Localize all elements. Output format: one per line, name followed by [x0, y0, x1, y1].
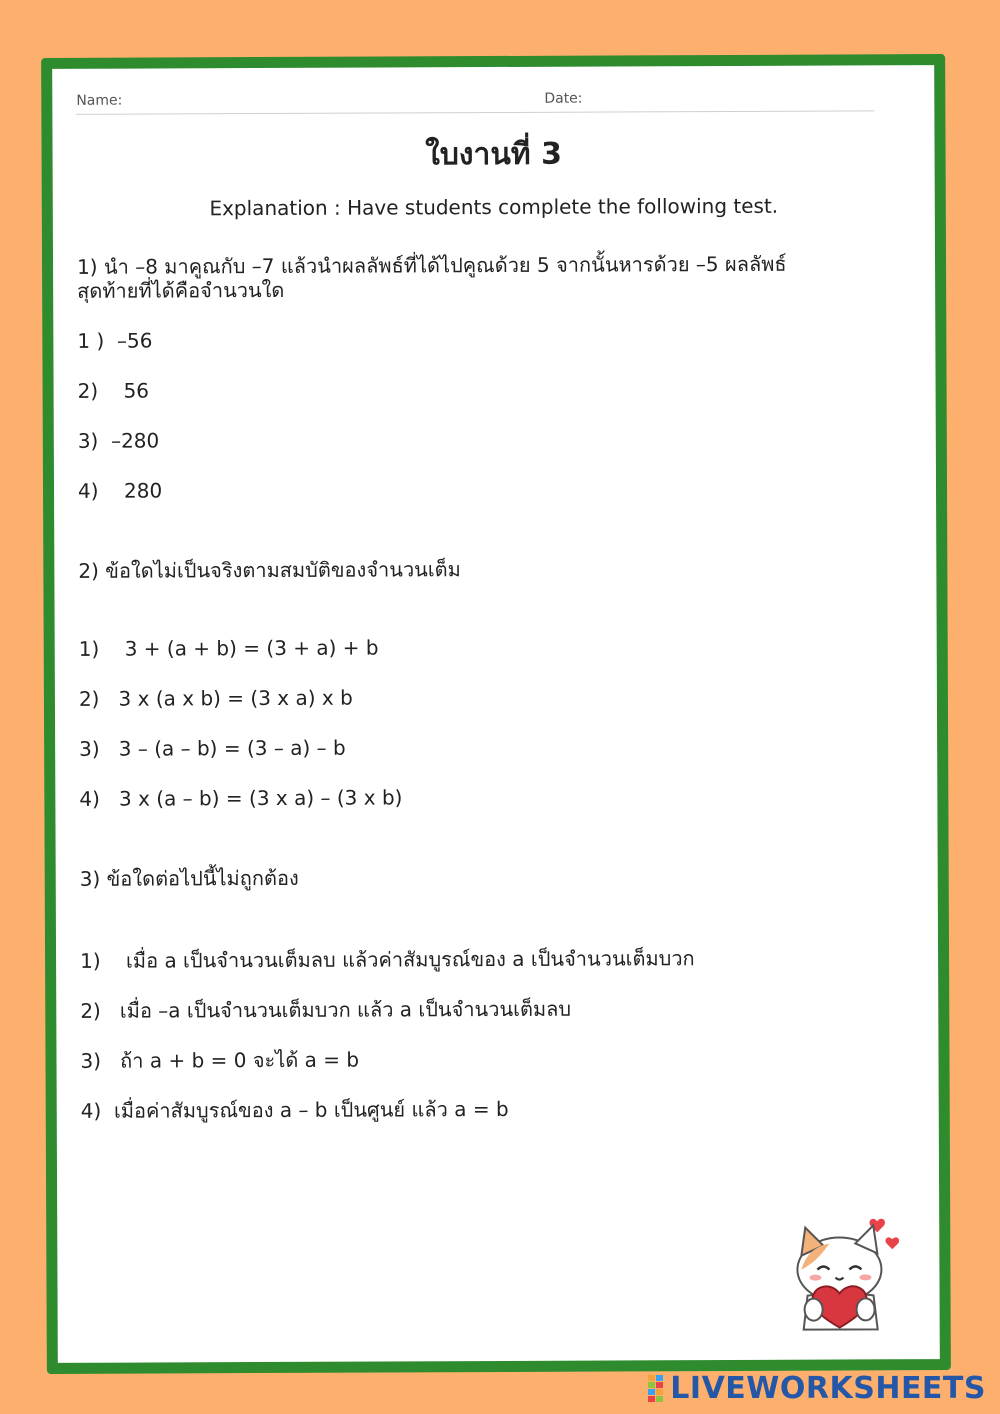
header-line: [76, 87, 874, 114]
question-3-option-3[interactable]: 3) ถ้า a + b = 0 จะได้ a = b: [80, 1047, 360, 1073]
question-1-option-2[interactable]: 2) 56: [77, 378, 150, 403]
question-2-text: 2) ข้อใดไม่เป็นจริงตามสมบัติของจำนวนเต็ม: [78, 557, 461, 583]
cat-heart-illustration: [777, 1211, 908, 1332]
question-1-option-3[interactable]: 3) –280: [77, 428, 160, 453]
question-2-option-2[interactable]: 2) 3 x (a x b) = (3 x a) x b: [78, 685, 353, 711]
date-label: Date:: [544, 90, 583, 107]
question-3-text: 3) ข้อใดต่อไปนี้ไม่ถูกต้อง: [79, 865, 299, 891]
question-1-option-4[interactable]: 4) 280: [77, 478, 163, 503]
liveworksheets-brand[interactable]: [648, 1371, 986, 1406]
name-label: Name:: [76, 92, 123, 109]
question-2-option-3[interactable]: 3) 3 – (a – b) = (3 – a) – b: [79, 735, 346, 761]
question-3-option-1[interactable]: 1) เมื่อ a เป็นจำนวนเต็มลบ แล้วค่าสัมบูรณ์ของ a เป็นจำนวนเต็มบวก: [80, 946, 695, 973]
explanation-text: Explanation : Have students complete the following test.: [209, 193, 779, 221]
liveworksheets-logo-icon: [648, 1375, 664, 1403]
question-2-option-4[interactable]: 4) 3 x (a – b) = (3 x a) – (3 x b): [79, 785, 403, 811]
brand-name: LIVEWORKSHEETS: [670, 1371, 986, 1406]
worksheet-sheet: [41, 54, 951, 1374]
question-1-text: 1) นำ –8 มาคูณกับ –7 แล้วนำผลลัพธ์ที่ได้ไปคูณด้วย 5 จากนั้นหารด้วย –5 ผลลัพธ์สุดท้ายที่ได้คือจำนวนใด: [76, 251, 787, 303]
question-2-option-1[interactable]: 1) 3 + (a + b) = (3 + a) + b: [78, 635, 379, 661]
page-title: ใบงานที่ 3: [425, 136, 563, 173]
question-1-option-1[interactable]: 1 ) –56: [77, 328, 153, 353]
question-3-option-2[interactable]: 2) เมื่อ –a เป็นจำนวนเต็มบวก แล้ว a เป็นจำนวนเต็มลบ: [80, 996, 572, 1023]
question-3-option-4[interactable]: 4) เมื่อค่าสัมบูรณ์ของ a – b เป็นศูนย์ แล้ว a = b: [80, 1096, 509, 1123]
